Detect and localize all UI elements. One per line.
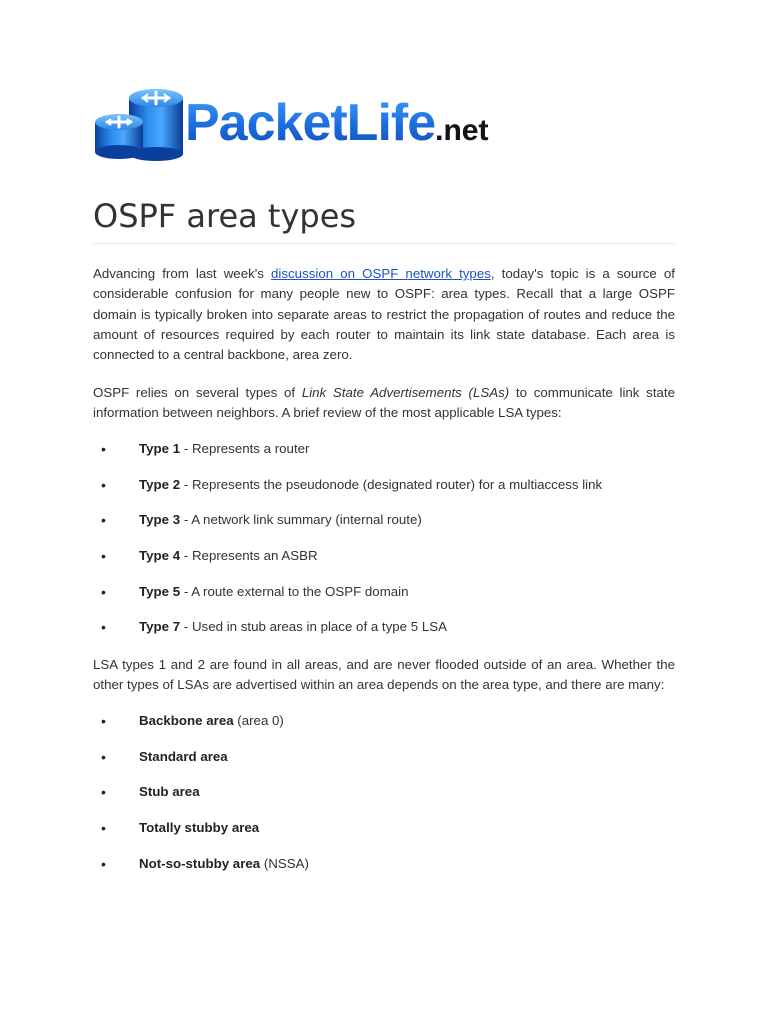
bullet: • bbox=[101, 855, 106, 872]
lsa-term: Link State Advertisements (LSAs) bbox=[301, 385, 510, 400]
item-term: Backbone area bbox=[139, 713, 234, 728]
list-item bbox=[93, 475, 675, 511]
bullet: • bbox=[101, 441, 106, 457]
lsa-paragraph bbox=[93, 383, 675, 424]
list-item bbox=[93, 747, 675, 783]
packetlife-logo[interactable] bbox=[93, 86, 573, 162]
logo-name: PacketLife bbox=[185, 94, 436, 152]
list-item bbox=[93, 818, 675, 854]
list-item bbox=[93, 546, 675, 582]
lsa-type-list bbox=[93, 439, 675, 653]
lsa-text-end: to communicate link state information between neighbors. A brief review of the most applicable LSA types: bbox=[93, 385, 675, 421]
item-desc: - Represents the pseudonode (designated router) for a multiaccess link bbox=[180, 476, 603, 492]
item-term: Totally stubby area bbox=[139, 820, 260, 836]
item-desc: - A network link summary (internal route) bbox=[180, 512, 422, 528]
item-term: Standard area bbox=[139, 748, 228, 764]
item-term: Stub area bbox=[139, 784, 200, 800]
ospf-network-types-link[interactable]: discussion on OSPF network types bbox=[271, 266, 491, 281]
bullet: • bbox=[101, 784, 106, 801]
list-item bbox=[93, 439, 675, 475]
item-term: Not-so-stubby area bbox=[139, 855, 261, 871]
bullet: • bbox=[101, 512, 106, 529]
intro-text-start: Advancing from last week's bbox=[93, 266, 272, 281]
item-term: Type 2 bbox=[139, 476, 181, 492]
list-item bbox=[93, 617, 675, 653]
title-divider bbox=[93, 243, 675, 244]
area-types-paragraph: LSA types 1 and 2 are found in all areas, and are never flooded outside of an area. Whether the other types of LSAs are advertised within an area depends on the area type, and there are many: bbox=[93, 657, 675, 693]
item-term: Type 4 bbox=[139, 548, 181, 564]
bullet: • bbox=[101, 583, 106, 600]
list-item bbox=[93, 782, 675, 818]
bullet: • bbox=[101, 748, 106, 765]
logo-wordmark bbox=[185, 92, 488, 162]
list-item bbox=[93, 510, 675, 546]
bullet: • bbox=[101, 619, 106, 636]
item-desc: (NSSA) bbox=[260, 855, 309, 871]
list-item bbox=[93, 582, 675, 618]
area-type-list bbox=[93, 711, 675, 889]
item-desc: - A route external to the OSPF domain bbox=[180, 583, 409, 599]
item-desc: - Used in stub areas in place of a type 5 LSA bbox=[180, 619, 447, 635]
item-term: Type 7 bbox=[139, 619, 181, 635]
intro-text-end: , today's topic is a source of considerable confusion for many people new to OSPF: area types. Recall that a large OSPF domain is typically broken into separate areas to restrict the propagation of routes and reduce the amount of resources required by each router to maintain its link state database. Each area is connected to a central backbone, area zero. bbox=[93, 266, 675, 363]
router-stack-icon bbox=[93, 86, 185, 162]
item-term: Type 5 bbox=[139, 583, 181, 599]
list-item bbox=[93, 854, 675, 890]
item-term: Type 1 bbox=[139, 441, 181, 456]
logo-tld: .net bbox=[435, 114, 489, 147]
list-item bbox=[93, 711, 675, 747]
bullet: • bbox=[101, 820, 106, 837]
item-term: Type 3 bbox=[139, 512, 181, 528]
bullet: • bbox=[101, 476, 106, 493]
bullet: • bbox=[101, 548, 106, 565]
item-desc: - Represents a router bbox=[180, 441, 310, 456]
lsa-text-start: OSPF relies on several types of bbox=[93, 385, 302, 400]
item-desc: (area 0) bbox=[233, 713, 284, 728]
item-desc: - Represents an ASBR bbox=[180, 548, 318, 564]
bullet: • bbox=[101, 713, 106, 729]
intro-paragraph bbox=[93, 264, 675, 365]
page-title: OSPF area types bbox=[93, 197, 357, 235]
